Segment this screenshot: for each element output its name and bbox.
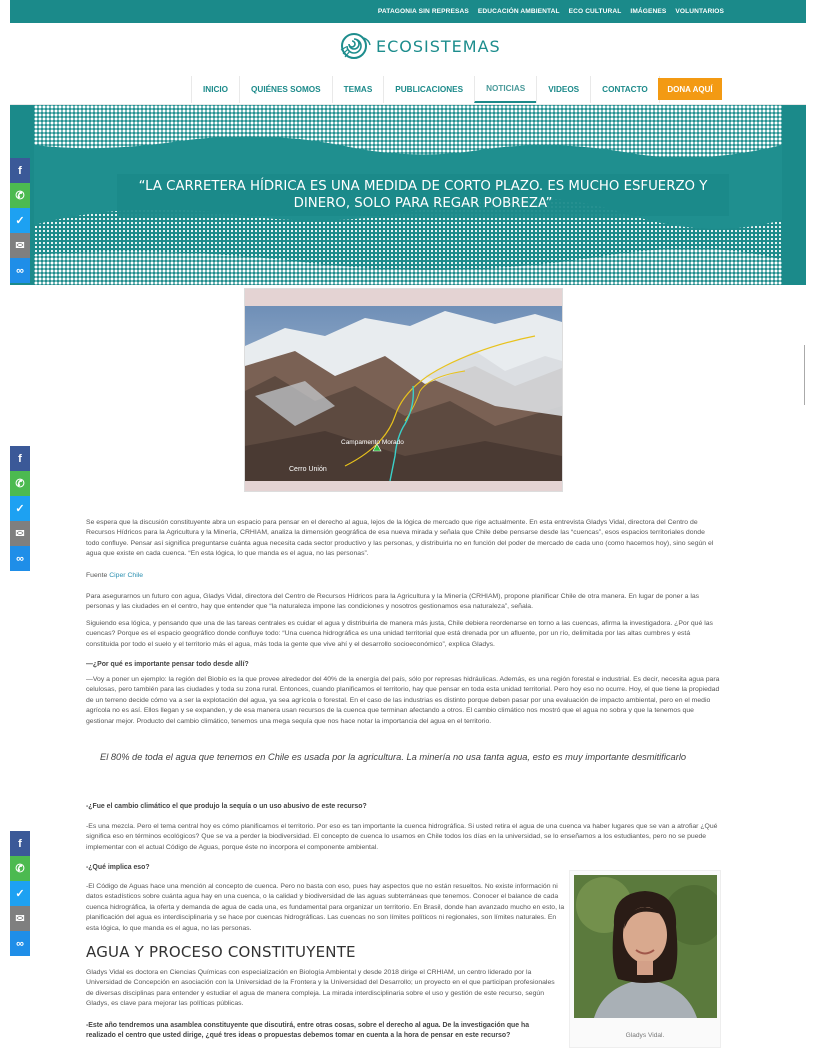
copy-link-icon[interactable]: ∞ — [10, 546, 30, 571]
donate-button[interactable]: DONA AQUÍ — [658, 78, 722, 100]
paragraph-4: —Voy a poner un ejemplo: la región del Biobío es la que provee alrededor del 40% de la energía del país, sólo por represas hidráulicas. Además, es una región forestal e industrial. Es decir, necesita agua para celulosas, pero también para las ciudades y toda su zona rural. Entonces, cuando planificamos el territorio, hay que pensar en toda esta unidad territorial. Pero hoy eso no ocurre. Hoy, el que tiene la propiedad de un terreno decide cómo va a ser la explotación del agua, ya sea agrícola o forestal. En el caso de las industrias es distinto porque deben pasar por una evaluación de impacto ambiental, pero en el medio agrícola no es así. Ellos llegan y se expanden, y de esa manera usan recursos de la cuenca que terminan afectando a otros. El cambio climático nos mostró que el agua no sobra y que la tenemos que gestionar mejor. Producto del cambio climático, tenemos una mega sequía que nos hace notar la importancia del agua en el territorio. — [86, 676, 720, 725]
toplink-voluntarios[interactable]: VOLUNTARIOS — [675, 8, 724, 15]
portrait-photo — [574, 875, 717, 1018]
pull-quote: El 80% de toda el agua que tenemos en Chile es usada por la agricultura. La minería no usa tanta agua, esto es muy importante desmitificarlo — [100, 752, 687, 762]
nav-videos[interactable]: VIDEOS — [536, 76, 590, 103]
toplink-patagonia[interactable]: PATAGONIA SIN REPRESAS — [377, 8, 469, 15]
toplink-educacion[interactable]: EDUCACIÓN AMBIENTAL — [477, 8, 560, 15]
hero-title: “LA CARRETERA HÍDRICA ES UNA MEDIDA DE CORTO PLAZO. ES MUCHO ESFUERZO Y DINERO, SOLO PARA REGAR POBREZA” — [117, 174, 729, 216]
photo-label-cerro: Cerro Unión — [289, 466, 327, 473]
paragraph-7: Gladys Vidal es doctora en Ciencias Químicas con especialización en Biología Ambiental y desde 2018 dirige el CRHIAM, un centro liderado por la Universidad de Concepción en asociación con la Universidad de la Frontera y la Universidad del Desarrollo; un proyecto en el que participan profesionales de diversas disciplinas para entender y estudiar el agua de manera compleja. La mirada interdisciplinaria sobre el uso y gestión de este recurso, según Gladys, es clave para mejorar las políticas públicas. — [86, 969, 555, 1008]
twitter-icon[interactable]: ✓ — [10, 208, 30, 233]
whatsapp-icon[interactable]: ✆ — [10, 856, 30, 881]
nav-noticias[interactable]: NOTICIAS — [474, 76, 536, 103]
nav-inicio[interactable]: INICIO — [191, 76, 239, 103]
paragraph-3: Siguiendo esa lógica, y pensando que una de las tareas centrales es cuidar el agua y distribuirla de manera más justa, Chile debiera reordenarse en torno a las cuencas, afirma la investigadora. ¿Por qué las cuencas? Porque es el espacio geográfico donde confluye todo: “Una cuenca hidrográfica es una unidad territorial que está drenada por un afluente, por un río, delimitada por las altas cumbres y está constituida por todo el suelo y el territorio más el agua, más toda la gente que vive ahí y el desarrollo socioeconómico”, explica Gladys. — [86, 620, 713, 648]
toplink-ecocultural[interactable]: ECO CULTURAL — [568, 8, 622, 15]
copy-link-icon[interactable]: ∞ — [10, 931, 30, 956]
nav-publicaciones[interactable]: PUBLICACIONES — [383, 76, 474, 103]
facebook-icon[interactable]: f — [10, 158, 30, 183]
nav-contacto[interactable]: CONTACTO — [590, 76, 660, 103]
nav-temas[interactable]: TEMAS — [332, 76, 384, 103]
page — [10, 0, 806, 1056]
portrait-caption: Gladys Vidal. — [625, 1032, 665, 1039]
section-heading: AGUA Y PROCESO CONSTITUYENTE — [86, 943, 356, 961]
whatsapp-icon[interactable]: ✆ — [10, 183, 30, 208]
email-icon[interactable]: ✉ — [10, 906, 30, 931]
spiral-shell-icon — [340, 32, 371, 60]
nav-quienes-somos[interactable]: QUIÉNES SOMOS — [239, 76, 332, 103]
site-logo[interactable] — [340, 32, 501, 60]
share-bar-3 — [10, 831, 30, 956]
email-icon[interactable]: ✉ — [10, 521, 30, 546]
top-utility-bar — [10, 0, 806, 23]
question-2: -¿Fue el cambio climático el que produjo la sequía o un uso abusivo de este recurso? — [86, 803, 367, 810]
toplink-imagenes[interactable]: IMÁGENES — [630, 8, 667, 15]
share-bar-1 — [10, 158, 30, 283]
question-3: -¿Qué implica eso? — [86, 864, 150, 871]
twitter-icon[interactable]: ✓ — [10, 881, 30, 906]
photo-label-campamento: Campamento Morado — [341, 439, 404, 446]
paragraph-6: -El Código de Aguas hace una mención al concepto de cuenca. Pero no basta con eso, pues hay aspectos que no están resueltos. No existe información ni datos estadísticos sobre cuánta agua hay en una cuenca, o la calidad y biodiversidad de las aguas subterráneas que tenemos. Conocer el balance de cada cuenca hidrográfica, la oferta y demanda de agua de cada una, es fundamental para organizar un territorio. En Brasil, donde han avanzado mucho en esto, la planificación del agua es interdisciplinaria y se hace por cuencas hidrográficas. Las cuencas no son límites políticos ni regionales, son límites naturales. En esta lógica, lo que manda es el agua, no las personas. — [86, 883, 565, 932]
paragraph-intro: Se espera que la discusión constituyente abra un espacio para pensar en el derecho al agua, lejos de la lógica de mercado que rige actualmente. En esta entrevista Gladys Vidal, directora del Centro de Recursos Hídricos para la Agricultura y la Minería, CRHIAM, analiza la dimensión geográfica de esa nueva mirada y señala que Chile debe pensarse desde las “cuencas”, esos espacios territoriales donde todo confluye. Pensar así significa preguntarse cuánta agua necesita cada sector productivo y las personas, y distribuirla no en función del poder de mercado de cada uno (como hacemos hoy), sino según el agua que existe en cada cuenca. “En esta lógica, lo que manda es el agua, no las personas”. — [86, 519, 714, 558]
paragraph-5: -Es una mezcla. Pero el tema central hoy es cómo planificamos el territorio. Por eso es tan importante la cuenca hidrográfica. Si usted retira el agua de una cuenca va haber lugares que se van a atrofiar ¿Qué significa eso en términos ecológicos? Que se va a perder la biodiversidad. El concepto de cuenca lo usamos en Chile todos los días en la universidad, se lo enseñamos a los estudiantes, pero no se puede implementar con el actual Código de Aguas, porque éste no incorpora el componente ambiental. — [86, 823, 718, 851]
source-link[interactable]: Ciper Chile — [109, 572, 144, 579]
whatsapp-icon[interactable]: ✆ — [10, 471, 30, 496]
hero-banner — [10, 105, 806, 285]
facebook-icon[interactable]: f — [10, 446, 30, 471]
source-line: Fuente Ciper Chile — [86, 572, 144, 579]
paragraph-2: Para asegurarnos un futuro con agua, Gladys Vidal, directora del Centro de Recursos Hídricos para la Agricultura y la Minería (CRHIAM), propone planificar Chile de otra manera. En lugar de poner a las personas y las ciudades en el centro, hay que entender que “la naturaleza impone las condiciones y nosotros gestionamos esa naturaleza”, señala. — [86, 593, 700, 611]
mountain-photo — [245, 306, 562, 481]
top-links — [378, 0, 724, 23]
scroll-indicator[interactable] — [804, 345, 805, 405]
twitter-icon[interactable]: ✓ — [10, 496, 30, 521]
facebook-icon[interactable]: f — [10, 831, 30, 856]
copy-link-icon[interactable]: ∞ — [10, 258, 30, 283]
question-1: —¿Por qué es importante pensar todo desde allí? — [86, 661, 249, 668]
share-bar-2 — [10, 446, 30, 571]
email-icon[interactable]: ✉ — [10, 233, 30, 258]
logo-text: ECOSISTEMAS — [376, 36, 501, 56]
question-4: -Este año tendremos una asamblea constituyente que discutirá, entre otras cosas, sobre el derecho al agua. De la investigación que ha realizado el centro que usted dirige, ¿qué tres ideas o propuestas debemos tomar en cuenta a la hora de pensar en este recurso? — [86, 1022, 530, 1040]
